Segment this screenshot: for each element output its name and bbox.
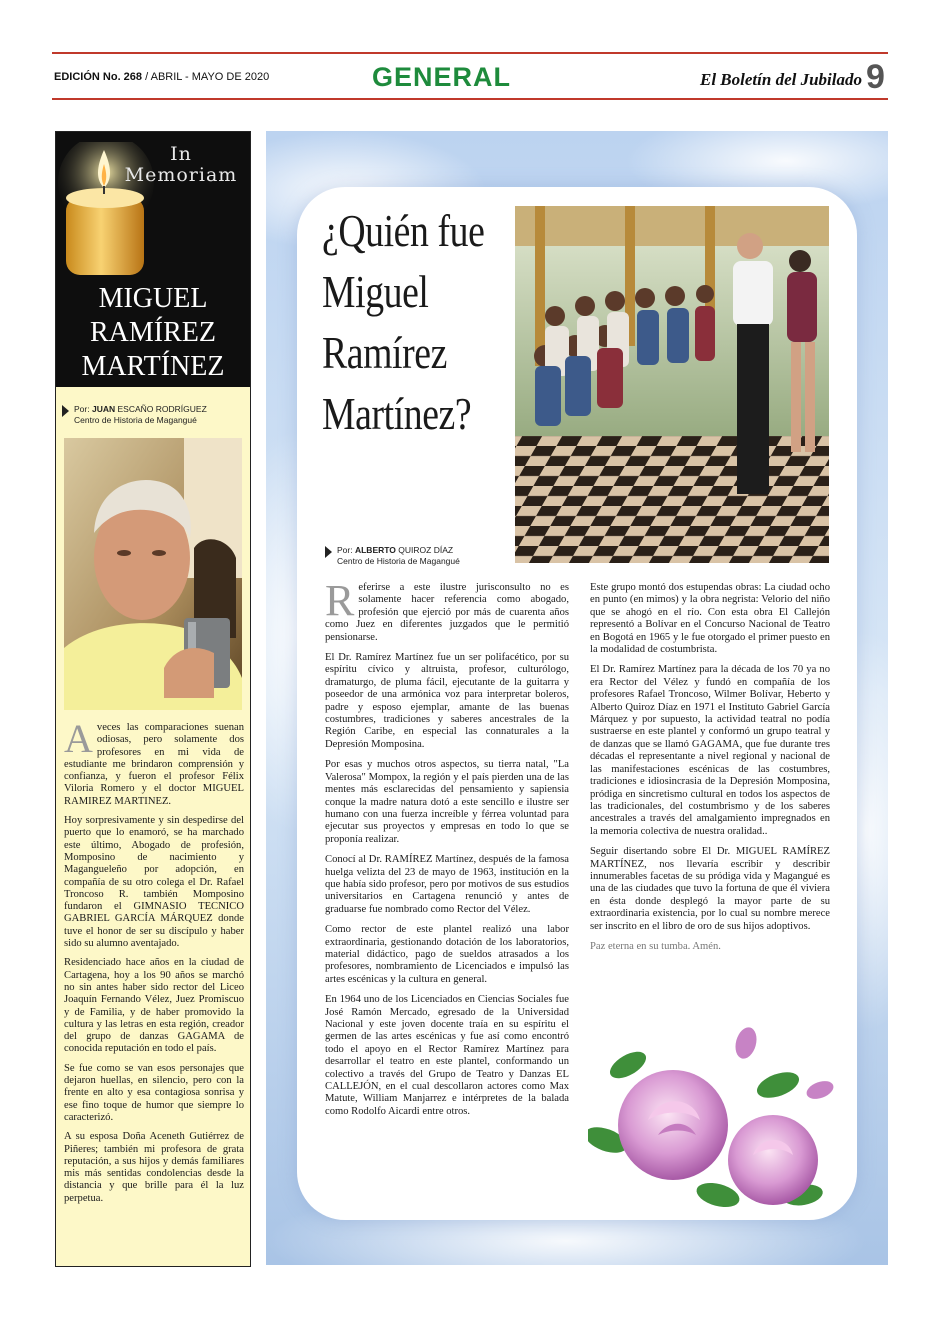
article-byline [325, 545, 525, 567]
name-line-3: MARTÍNEZ [81, 351, 225, 382]
article-column-1 [325, 576, 569, 1126]
article-paragraph-7: Este grupo montó dos estupendas obras: La ciudad ocho en punto (en mimos) y la obra negrista: Velorio del niño que se ahogó en el río. Con esta obra El Callejón representó a Bolívar en el Concurso Nacional de Teatro en Bogotá en 1965 y le fue otorgado el primer puesto en la modalidad de costumbrista. [590, 582, 830, 656]
roses-illustration [588, 1025, 848, 1225]
byline-author-first: JUAN [91, 404, 116, 414]
memoriam-heading-line1: In [170, 143, 192, 165]
edition-number: No. 268 [102, 71, 143, 83]
memoriam-heading [116, 144, 246, 186]
article-title [322, 200, 486, 444]
byline-arrow-icon [325, 546, 332, 558]
memoriam-paragraph-4: Se fue como se van esos personajes que dejaron huellas, en silencio, pero con la frente en alto y esa contagiosa sonrisa y ese fino toque de humor que siempre lo caracterizó. [64, 1062, 244, 1123]
title-line-4: Martínez? [322, 388, 472, 439]
memoriam-name [56, 282, 250, 384]
byline-org: Centro de Historia de Magangué [74, 415, 197, 425]
byline-arrow-icon [62, 405, 69, 417]
in-memoriam-column [55, 131, 251, 1267]
article-paragraph-5: Como rector de este plantel realizó una labor extraordinaria, gestionando dotación de los laboratorios, material didáctico, pago de sueldos atrasados a los profesores, nombramiento de Licenciados e impulsó las artes escénicas y la cultura en general. [325, 924, 569, 985]
memoriam-heading-line2: Memoriam [124, 164, 238, 186]
memoriam-paragraph-5: A su esposa Doña Aceneth Gutiérrez de Piñeres; también mi profesora de grata reputación, a sus hijos y demás familiares mis más sentidas condolencias desde la distancia y que brille para él la luz perpetua. [64, 1131, 244, 1204]
top-rule [52, 52, 888, 54]
title-line-3: Ramírez [322, 327, 447, 378]
memoriam-paragraph-2: Hoy sorpresivamente y sin despedirse del puerto que lo enamoró, se ha marchado este último, Abogado de profesión, Momposino de nacimiento y Magangueleño por adopción, en compañía de su otro colega el Dr. Rafael Troncoso R. también Momposino fundaron el GIMNASIO TECNICO GABRIEL GARCÍA MÁRQUEZ donde tuve el honor de ser su discípulo y haber sido su alumno aventajado. [64, 815, 244, 950]
article-paragraph-2: El Dr. Ramírez Martínez fue un ser polifacético, por su espíritu cívico y altruista, profesor, culturólogo, dramaturgo, de pluma fácil, ejecutante de la guitarra y poseedor de una armónica voz para interpretar boleros, padre y esposo ejemplar, amante de las buenas costumbres, tradiciones y saberes ancestrales de la Región Caribe, en especial las connaturales a la Depresión Momposina. [325, 652, 569, 750]
byline-prefix: Por: [74, 404, 90, 414]
memoriam-paragraph-3: Residenciado hace años en la ciudad de Cartagena, hoy a los 90 años se marchó no sin antes haber sido rector del Liceo Joaquín Fernando Vélez, Juez Promiscuo y de Familia, y de haber promovido la cultura y las letras en esta región, creador del grupo de danzas GAGAMA de conocida reputación en todo el país. [64, 957, 244, 1055]
article-closing: Paz eterna en su tumba. Amén. [590, 940, 721, 952]
group-photo [515, 206, 829, 563]
title-line-2: Miguel [322, 266, 429, 317]
article-paragraph-8: El Dr. Ramírez Martínez para la década de los 70 ya no era Rector del Vélez y fundó en compañía de los profesores Rafael Troncoso, Wilmer Bolívar, Heberto y Alberto Quiroz Díaz en 1971 el Instituto Gabriel García Márquez y por supuesto, la actividad teatral no podía sustraerse en este plantel y conformó un grupo teatral y de danzas que se llamó GAGAMA, que fue durante tres décadas el representante a nivel regional y nacional de las manifestaciones escénicas de las costumbres, tradiciones e idiosincrasia de la Depresión Momposina, pródiga en sincretismo cultural en todos los aspectos de las tradicionales, del costumbrismo y de los saberes ancestrales a través del amalgamiento impregnados en la memoria colectiva de nuestra oralidad.. [590, 664, 830, 837]
article-column-2 [590, 582, 830, 961]
memoriam-paragraph-1-text: veces las comparaciones suenan odiosas, pero solamente dos profesores en mi vida de estudiante me brindaron comprensión y confianza, y fueron el profesor Félix Viloria Romero y el doctor MIGUEL RAMIREZ MARTINEZ. [64, 722, 244, 807]
byline-author-rest: ESCAÑO RODRÍGUEZ [117, 404, 207, 414]
article-paragraph-6: En 1964 uno de los Licenciados en Ciencias Sociales fue José Ramón Mercado, egresado de la Universidad Nacional y este joven docente traía en su espíritu el germen de las artes escénicas y fue así como encontró todo el apoyo en el Rector Ramírez Martínez para desarrollar el teatro en este plantel, conformando un colectivo a través del Grupo de Teatro y Danzas EL CALLEJÓN, en el cual descollaron actores como Max Matute, William Manjarrez e intérpretes de la balada como Rodolfo Aicardi entre otros. [325, 994, 569, 1117]
title-line-1: ¿Quién fue [322, 205, 485, 256]
memoriam-paragraph-1 [64, 716, 244, 808]
portrait-photo [64, 438, 242, 710]
page-number: 9 [866, 58, 885, 96]
article-byline-org: Centro de Historia de Magangué [337, 556, 460, 566]
edition-label: EDICIÓN [54, 71, 100, 83]
article-paragraph-4: Conocí al Dr. RAMÍREZ Martínez, después de la famosa huelga velizta del 23 de mayo de 1963, institución en la que había sido profesor, pero por motivos de sus estudios universitarios en Cartagena renunció y antes de graduarse fue nombrado como Rector del Vélez. [325, 854, 569, 915]
publication-name: El Boletín del Jubilado [700, 70, 862, 89]
article-paragraph-3: Por esas y muchos otros aspectos, su tierra natal, "La Valerosa" Mompox, la región y el país pierden una de las mentes más esclarecidas del pensamiento y sapiensia conque la madre natura dotó a este sencillo e ilustre ser humano con una fuerza increíble y férrea voluntad para ejecutar sus proyectos y empresas en todo lo que se proponía realizar. [325, 759, 569, 845]
name-line-2: RAMÍREZ [90, 317, 216, 348]
article-paragraph-1 [325, 576, 569, 644]
name-line-1: MIGUEL [98, 283, 208, 314]
memoriam-text [64, 716, 244, 1212]
article-paragraph-1-text: eferirse a este ilustre jurisconsulto no es solamente hacer referencia como abogado, profesión que ejerció por más de cuarenta años como Juez en diferentes juzgados que le permitió pensionarse. [325, 582, 569, 643]
edition-date: / ABRIL - MAYO DE 2020 [145, 71, 270, 83]
memoriam-header [56, 132, 250, 387]
article-byline-author-first: ALBERTO [354, 545, 396, 555]
memoriam-dropcap: A [64, 716, 93, 761]
section-title: GENERAL [372, 62, 512, 92]
article-byline-prefix: Por: [337, 545, 353, 555]
bottom-rule [52, 98, 888, 100]
edition-info [54, 71, 269, 83]
article-dropcap: R [325, 576, 355, 625]
article-byline-author-rest: QUIROZ DÍAZ [398, 545, 454, 555]
memoriam-byline [62, 404, 242, 426]
article-paragraph-9: Seguir disertando sobre El Dr. MIGUEL RAMÍREZ MARTÍNEZ, nos llevaría escribir y describir innumerables facetas de su pródiga vida y Magangué es una de las ciudades que tuvo la fortuna de que él viviera en ésta donde desplegó la mayor parte de su extraordinaria existencia, por lo cual su nombre merece ser inscrito en el libro de oro de sus hijos adoptivos. [590, 846, 830, 932]
